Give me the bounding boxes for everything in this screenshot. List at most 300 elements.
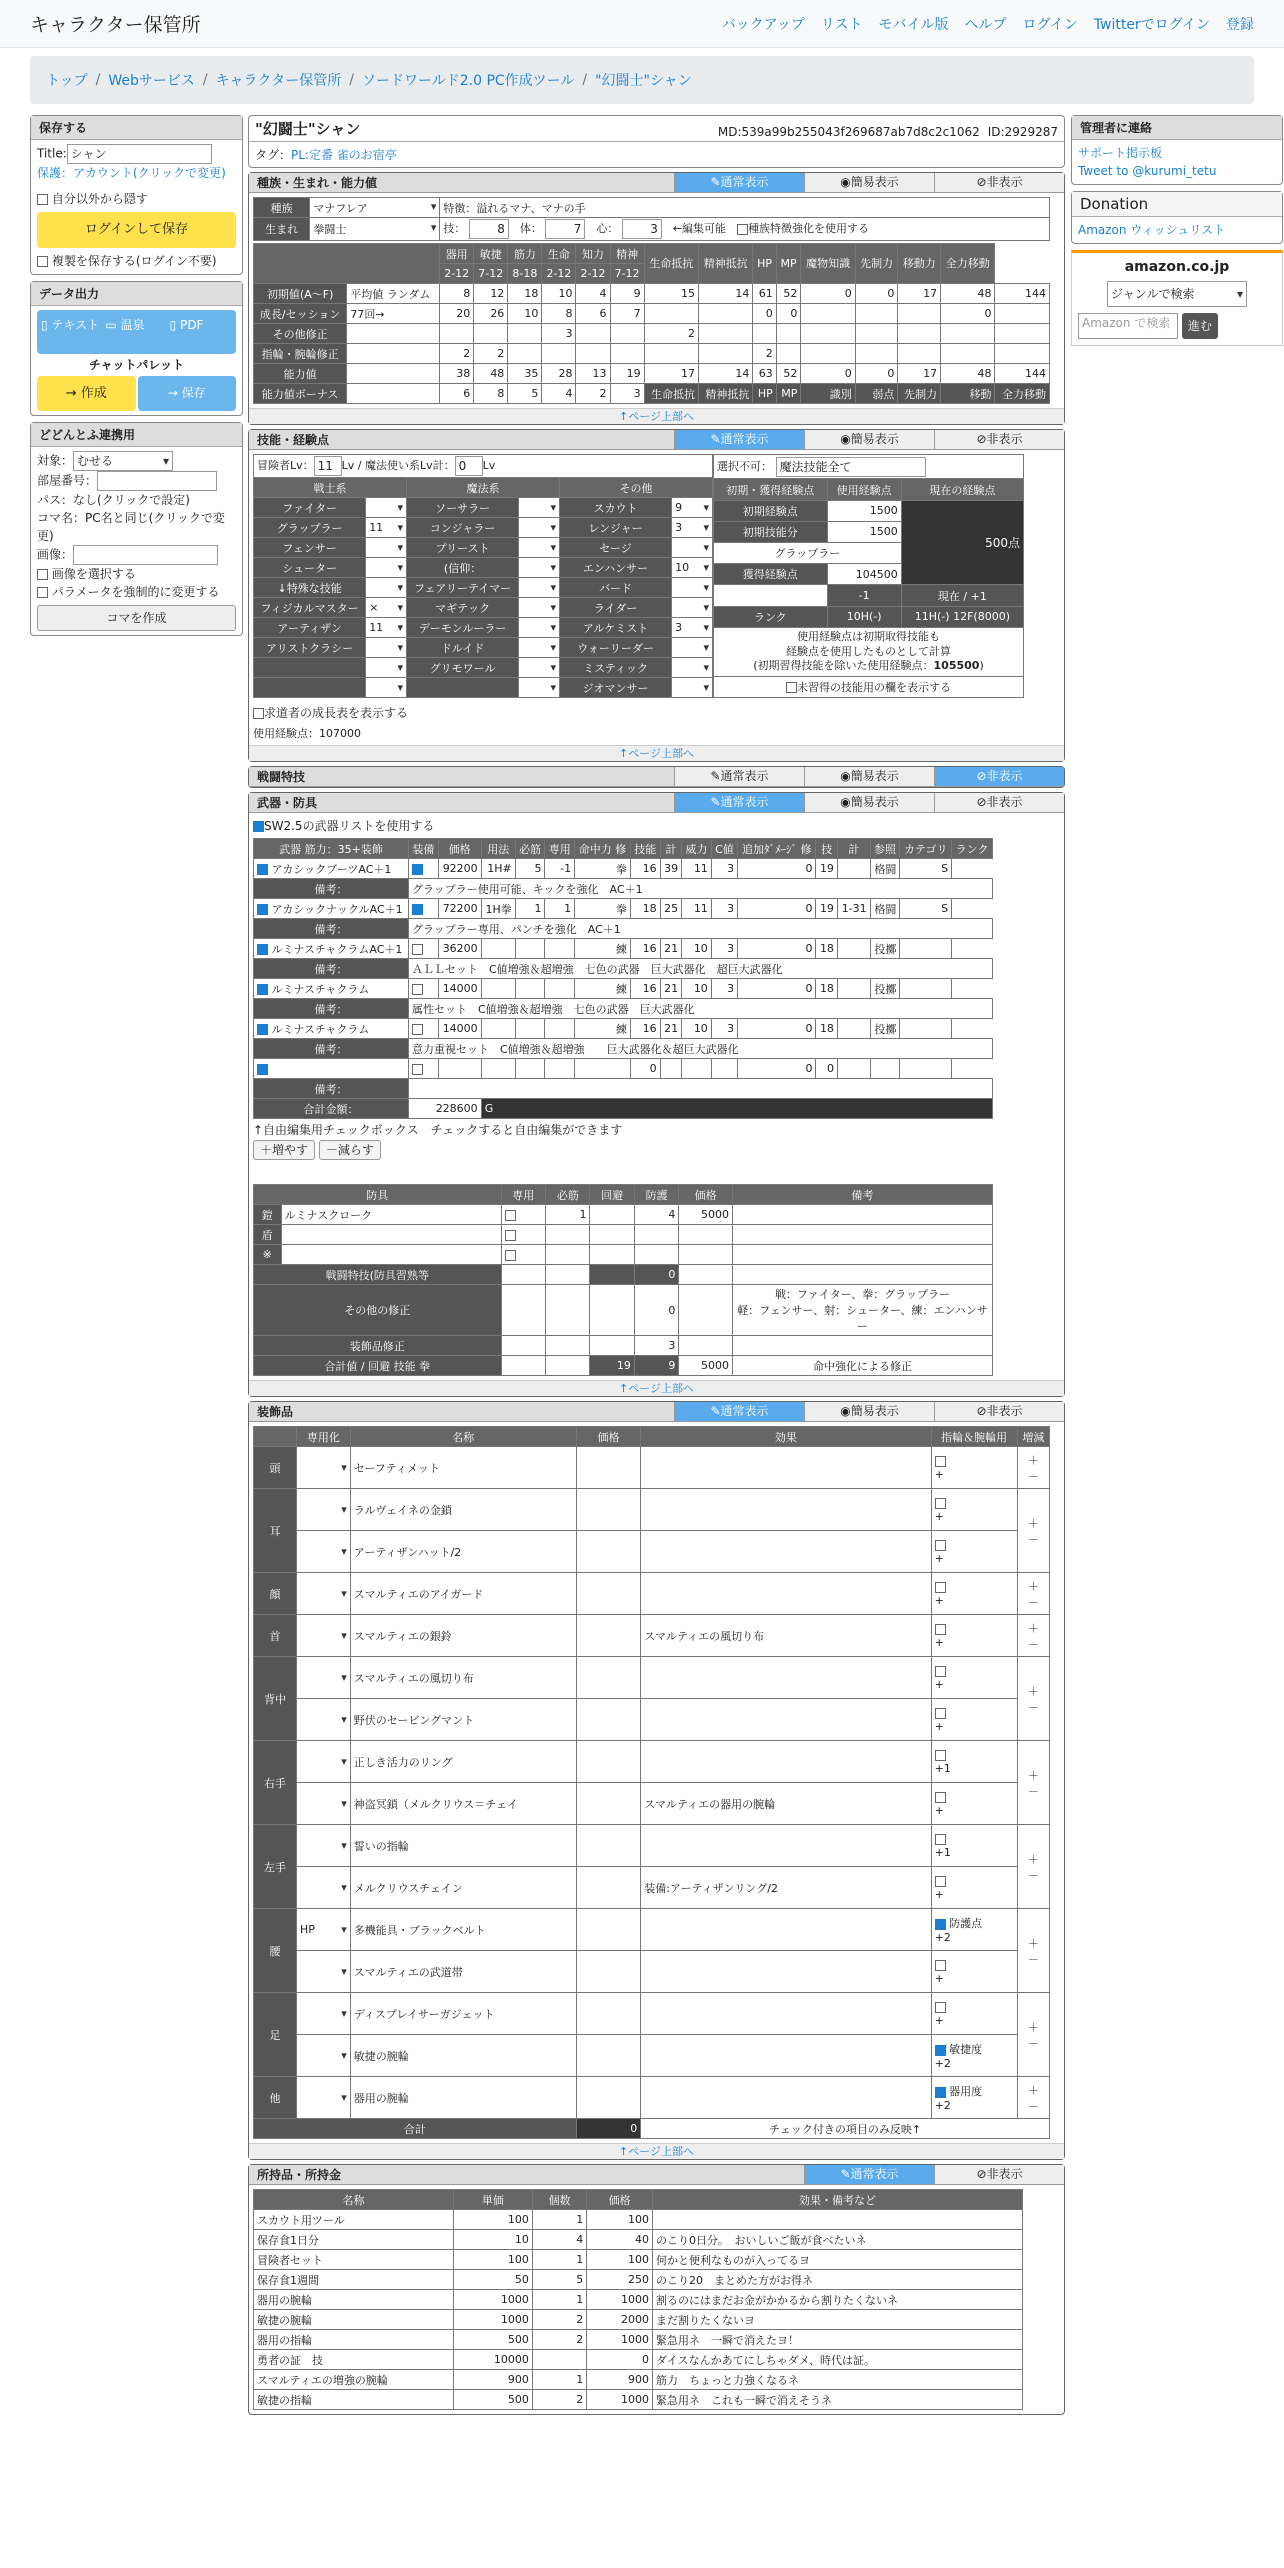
weapon-cat[interactable]: 格闘 <box>870 899 900 919</box>
amazon-search-input[interactable]: Amazon で検索 <box>1078 313 1178 339</box>
equip-checkbox[interactable] <box>412 904 423 915</box>
race-select[interactable]: マナフレア ▾ <box>310 198 440 218</box>
nav-link[interactable]: バックアップ <box>721 16 805 33</box>
stat-value[interactable] <box>508 324 542 344</box>
armor-name[interactable] <box>281 1225 501 1245</box>
goods-cell[interactable]: 40 <box>587 2230 653 2250</box>
weapon-checkbox[interactable] <box>257 944 268 955</box>
battle-tab-hidden[interactable]: ⊘非表示 <box>934 767 1064 786</box>
ring-checkbox[interactable] <box>935 1582 946 1593</box>
skill-level[interactable] <box>519 578 560 598</box>
weapon-hit[interactable]: 18 <box>630 899 660 919</box>
skill-level[interactable] <box>366 578 407 598</box>
weapon-note[interactable] <box>409 1079 993 1099</box>
equip-checkbox[interactable] <box>412 944 423 955</box>
goods-cell[interactable]: 500 <box>454 2390 533 2410</box>
nav-link[interactable]: モバイル版 <box>878 16 949 33</box>
growth-checkbox[interactable] <box>253 708 264 719</box>
ring-checkbox[interactable] <box>935 1960 946 1971</box>
ring-checkbox[interactable] <box>935 1540 946 1551</box>
skill-level[interactable]: 3 ▾ <box>672 518 713 538</box>
protect-link[interactable]: 保護：アカウント(クリックで変更) <box>37 166 226 180</box>
accessory-price[interactable] <box>576 1909 641 1951</box>
ring-checkbox[interactable] <box>935 2002 946 2013</box>
weapon-mod[interactable]: 1 <box>545 899 575 919</box>
unlearned-checkbox[interactable] <box>786 682 797 693</box>
inc-dec-buttons[interactable]: ＋ － <box>1017 1825 1049 1909</box>
weapon-use[interactable] <box>481 1019 515 1039</box>
accessory-price[interactable] <box>576 1741 641 1783</box>
goods-cell[interactable]: 250 <box>587 2270 653 2290</box>
skill-level[interactable] <box>672 598 713 618</box>
skill-tab-hidden[interactable]: ⊘非表示 <box>934 430 1064 449</box>
nav-link[interactable]: Twitterでログイン <box>1093 16 1210 33</box>
ring-checkbox[interactable] <box>935 1876 946 1887</box>
accessory-price[interactable] <box>576 1867 641 1909</box>
pass-link[interactable]: パス：なし(クリックで設定) <box>37 493 190 507</box>
skill-level[interactable] <box>519 658 560 678</box>
skill-level[interactable] <box>519 558 560 578</box>
weapon-cat[interactable]: 格闘 <box>870 859 900 879</box>
ring-checkbox[interactable] <box>935 1624 946 1635</box>
stat-value[interactable]: 12 <box>474 284 508 304</box>
race-tab-simple[interactable]: ◉簡易表示 <box>804 173 934 192</box>
wishlist-link[interactable]: Amazon ウィッシュリスト <box>1078 223 1226 237</box>
weapon-tab-simple[interactable]: ◉簡易表示 <box>804 793 934 812</box>
weapon-dm[interactable]: 3 <box>711 939 737 959</box>
weapon-ref[interactable] <box>837 859 870 879</box>
goods-cell[interactable]: 4 <box>532 2230 586 2250</box>
onsen-output-button[interactable]: ▭ 温泉 <box>105 317 145 332</box>
stat-value[interactable] <box>508 344 542 364</box>
accessory-effect[interactable]: スマルティエの器用の腕輪 <box>641 1783 931 1825</box>
special-select[interactable] <box>297 1447 351 1489</box>
accessory-name[interactable]: 器用の腕輪 <box>350 2077 576 2119</box>
weapon-rank[interactable] <box>900 1019 952 1039</box>
weapon-skill[interactable] <box>575 1059 631 1079</box>
ring-checkbox[interactable] <box>935 1708 946 1719</box>
skill-level[interactable]: 9 ▾ <box>672 498 713 518</box>
goods-cell[interactable]: 900 <box>587 2370 653 2390</box>
goods-cell[interactable]: 2000 <box>587 2310 653 2330</box>
goods-cell[interactable]: 敏捷の腕輪 <box>254 2310 454 2330</box>
weapon-dc[interactable]: 19 <box>816 859 838 879</box>
goods-cell[interactable]: スマルティエの増強の腕輪 <box>254 2370 454 2390</box>
weapon-req[interactable] <box>515 939 545 959</box>
weapon-checkbox[interactable] <box>257 864 268 875</box>
stat-value[interactable]: 2 <box>576 384 610 404</box>
accessory-effect[interactable] <box>641 1699 931 1741</box>
accessory-name[interactable]: 多機能具・ブラックベルト <box>350 1909 576 1951</box>
weapon-dc[interactable]: 19 <box>816 899 838 919</box>
weapon-dc[interactable]: 18 <box>816 1019 838 1039</box>
racial-checkbox[interactable] <box>737 224 748 235</box>
accessory-effect[interactable]: スマルティエの風切り布 <box>641 1615 931 1657</box>
stat-value[interactable] <box>576 344 610 364</box>
weapon-name[interactable]: ルミナスチャクラムAC＋1 <box>271 942 403 956</box>
stat-value[interactable] <box>610 324 644 344</box>
weapon-rank[interactable] <box>900 939 952 959</box>
accessory-price[interactable] <box>576 1783 641 1825</box>
accessory-name[interactable]: ディスプレイサーガジェット <box>350 1993 576 2035</box>
weapon-ref[interactable] <box>837 979 870 999</box>
weapon-cat[interactable]: 投擲 <box>870 1019 900 1039</box>
ring-checkbox[interactable] <box>935 1792 946 1803</box>
image-input[interactable] <box>73 545 218 565</box>
inc-dec-buttons[interactable]: ＋ － <box>1017 1573 1049 1615</box>
special-select[interactable] <box>297 1741 351 1783</box>
stat-value[interactable]: 18 <box>508 284 542 304</box>
stat-value[interactable]: 4 <box>542 384 576 404</box>
accessory-effect[interactable] <box>641 2077 931 2119</box>
ring-checkbox[interactable] <box>935 1834 946 1845</box>
ring-checkbox[interactable] <box>935 1498 946 1509</box>
weapon-name[interactable]: アカシックナックルAC＋1 <box>271 902 403 916</box>
weapon-rank[interactable]: S <box>900 859 952 879</box>
weapon-name[interactable]: ルミナスチャクラム <box>271 1022 370 1036</box>
stat-value[interactable]: 4 <box>576 284 610 304</box>
breadcrumb-item[interactable]: キャラクター保管所 <box>215 73 342 89</box>
create-koma-button[interactable]: コマを作成 <box>37 605 236 631</box>
armor-name[interactable]: ルミナスクローク <box>281 1205 501 1225</box>
nav-link[interactable]: 登録 <box>1226 16 1254 33</box>
weapon-tab-hidden[interactable]: ⊘非表示 <box>934 793 1064 812</box>
accessory-price[interactable] <box>576 1657 641 1699</box>
accessory-effect[interactable] <box>641 2035 931 2077</box>
goods-cell[interactable]: 2 <box>532 2310 586 2330</box>
title-input[interactable]: シャン <box>67 144 212 164</box>
special-select[interactable] <box>297 1531 351 1573</box>
weapon-dt[interactable]: 0 <box>738 979 816 999</box>
weapon-name[interactable]: アカシックブーツAC＋1 <box>271 862 392 876</box>
stat-value[interactable]: 8 <box>542 304 576 324</box>
weapon-c[interactable]: 11 <box>682 899 712 919</box>
goods-cell[interactable]: 10000 <box>454 2350 533 2370</box>
inc-dec-buttons[interactable]: ＋ － <box>1017 1489 1049 1573</box>
special-select[interactable] <box>297 1573 351 1615</box>
weapon-price[interactable] <box>438 1059 481 1079</box>
weapon-c[interactable]: 10 <box>682 939 712 959</box>
weapon-checkbox[interactable] <box>257 904 268 915</box>
inc-dec-buttons[interactable]: ＋ － <box>1017 1447 1049 1489</box>
init-exp[interactable]: 1500 <box>827 500 901 521</box>
weapon-skill[interactable]: 練 <box>575 979 631 999</box>
weapon-use[interactable] <box>481 939 515 959</box>
goods-cell[interactable]: 5 <box>532 2270 586 2290</box>
accessory-effect[interactable]: 装備:アーティザンリング/2 <box>641 1867 931 1909</box>
koma-link[interactable]: コマ名：PC名と同じ(クリックで変更) <box>37 511 225 543</box>
race-tab-hidden[interactable]: ⊘非表示 <box>934 173 1064 192</box>
weapon-c[interactable] <box>682 1059 712 1079</box>
goods-cell[interactable]: 割るのにはまだお金がかかるから割りたくないネ <box>653 2290 1023 2310</box>
skill-level[interactable] <box>519 618 560 638</box>
support-link[interactable]: サポート掲示板 <box>1078 146 1163 160</box>
goods-cell[interactable]: 10 <box>454 2230 533 2250</box>
copy-checkbox[interactable] <box>37 256 48 267</box>
accessory-name[interactable]: スマルティエの風切り布 <box>350 1657 576 1699</box>
stat-value[interactable]: 26 <box>474 304 508 324</box>
special-select[interactable] <box>297 1489 351 1531</box>
battle-tab-simple[interactable]: ◉簡易表示 <box>804 767 934 786</box>
ring-checkbox[interactable] <box>935 2087 946 2098</box>
weapon-dm[interactable]: 3 <box>711 859 737 879</box>
stat-value[interactable]: 5 <box>508 384 542 404</box>
ring-checkbox[interactable] <box>935 1750 946 1761</box>
accessory-name[interactable]: アーティザンハット/2 <box>350 1531 576 1573</box>
goods-cell[interactable]: 100 <box>454 2210 533 2230</box>
equip-checkbox[interactable] <box>412 1024 423 1035</box>
special-select[interactable] <box>297 1657 351 1699</box>
pagetop-link-3[interactable]: ↑ページ上部へ <box>249 1380 1064 1396</box>
weapon-skill[interactable]: 拳 <box>575 859 631 879</box>
accessory-price[interactable] <box>576 1951 641 1993</box>
goods-cell[interactable]: 900 <box>454 2370 533 2390</box>
goods-cell[interactable]: 1000 <box>454 2310 533 2330</box>
weapon-dt[interactable]: 0 <box>738 939 816 959</box>
weapon-checkbox[interactable] <box>257 984 268 995</box>
weapon-dt[interactable]: 0 <box>738 899 816 919</box>
accessory-effect[interactable] <box>641 1657 931 1699</box>
nav-link[interactable]: リスト <box>820 16 863 33</box>
weapon-rank[interactable]: S <box>900 899 952 919</box>
accessory-price[interactable] <box>576 2035 641 2077</box>
skill-level[interactable]: 10 ▾ <box>672 558 713 578</box>
armor-checkbox[interactable] <box>505 1230 516 1241</box>
goods-cell[interactable]: 1000 <box>587 2290 653 2310</box>
weapon-checkbox[interactable] <box>257 1064 268 1075</box>
special-select[interactable] <box>297 1699 351 1741</box>
accessory-effect[interactable] <box>641 1951 931 1993</box>
armor-name[interactable] <box>281 1245 501 1265</box>
stat-value[interactable] <box>440 324 474 344</box>
weapon-name[interactable]: ルミナスチャクラム <box>271 982 370 996</box>
skill-level[interactable] <box>519 598 560 618</box>
weapon-pow[interactable]: 39 <box>660 859 682 879</box>
stat-value[interactable]: 9 <box>610 284 644 304</box>
skill-level[interactable]: 11 ▾ <box>366 518 407 538</box>
goods-cell[interactable]: 冒険者セット <box>254 2250 454 2270</box>
stat-value[interactable] <box>576 324 610 344</box>
skill-level[interactable] <box>519 678 560 698</box>
weapon-rank[interactable] <box>900 979 952 999</box>
goods-cell[interactable]: 100 <box>454 2250 533 2270</box>
skill-level[interactable] <box>672 578 713 598</box>
goods-cell[interactable]: 保存食1日分 <box>254 2230 454 2250</box>
weapon-ref[interactable] <box>837 1019 870 1039</box>
stat-value[interactable]: 20 <box>440 304 474 324</box>
weapon-ref[interactable] <box>837 1059 870 1079</box>
armor-checkbox[interactable] <box>505 1210 516 1221</box>
genre-select[interactable]: ジャンルで検索 ▾ <box>1107 281 1247 307</box>
weapon-dm[interactable]: 3 <box>711 1019 737 1039</box>
skill-level[interactable] <box>519 518 560 538</box>
stat-value[interactable]: 6 <box>576 304 610 324</box>
weapon-note[interactable]: ＡＬＬセット C値増強＆超増強 七色の武器 巨大武器化 超巨大武器化 <box>409 959 993 979</box>
goods-cell[interactable]: 筋力 ちょっと力強くなるネ <box>653 2370 1023 2390</box>
goods-cell[interactable]: のこり20 まとめた方がお得ネ <box>653 2270 1023 2290</box>
weapon-c[interactable]: 11 <box>682 859 712 879</box>
accessory-effect[interactable] <box>641 1447 931 1489</box>
breadcrumb-item[interactable]: トップ <box>46 73 88 89</box>
weapon-hit[interactable]: 16 <box>630 979 660 999</box>
stat-value[interactable]: 19 <box>610 364 644 384</box>
skill-level[interactable] <box>366 558 407 578</box>
weapon-cat[interactable]: 投擲 <box>870 939 900 959</box>
weapon-cat[interactable] <box>870 1059 900 1079</box>
weapon-note[interactable]: 属性セット C値増強＆超増強 七色の武器 巨大武器化 <box>409 999 993 1019</box>
skill-level[interactable] <box>366 658 407 678</box>
skill-level[interactable] <box>366 498 407 518</box>
accessory-effect[interactable] <box>641 1531 931 1573</box>
weapon-req[interactable]: 5 <box>515 859 545 879</box>
weapon-tab-normal[interactable]: ✎通常表示 <box>674 793 804 812</box>
goods-cell[interactable]: 100 <box>587 2250 653 2270</box>
goods-cell[interactable]: 何かと便利なものが入ってるヨ <box>653 2250 1023 2270</box>
skill-tab-simple[interactable]: ◉簡易表示 <box>804 430 934 449</box>
accessory-price[interactable] <box>576 1531 641 1573</box>
pagetop-link-2[interactable]: ↑ページ上部へ <box>249 745 1064 761</box>
nav-link[interactable]: ログイン <box>1022 16 1078 33</box>
special-select[interactable] <box>297 1867 351 1909</box>
weapon-note[interactable]: グラップラー使用可能、キックを強化 AC＋1 <box>409 879 993 899</box>
got-exp[interactable]: 104500 <box>827 564 901 585</box>
stat-value[interactable]: 48 <box>474 364 508 384</box>
weapon-hit[interactable]: 16 <box>630 939 660 959</box>
brand[interactable]: キャラクター保管所 <box>30 14 201 36</box>
weapon-price[interactable]: 14000 <box>438 1019 481 1039</box>
goods-cell[interactable]: 敏捷の指輪 <box>254 2390 454 2410</box>
weapon-req[interactable]: 1 <box>515 899 545 919</box>
accessory-name[interactable]: 神盗冥鎖（メルクリウス＝チェイ <box>350 1783 576 1825</box>
equip-checkbox[interactable] <box>412 984 423 995</box>
del-weapon-button[interactable]: －減らす <box>319 1140 381 1160</box>
goods-cell[interactable]: 勇者の証 技 <box>254 2350 454 2370</box>
goods-cell[interactable]: 0 <box>587 2350 653 2370</box>
pagetop-link-4[interactable]: ↑ページ上部へ <box>249 2143 1064 2159</box>
weapon-price[interactable]: 36200 <box>438 939 481 959</box>
weapon-dm[interactable]: 3 <box>711 899 737 919</box>
weapon-pow[interactable] <box>660 1059 682 1079</box>
weapon-mod[interactable] <box>545 979 575 999</box>
add-weapon-button[interactable]: ＋増やす <box>253 1140 315 1160</box>
weapon-mod[interactable] <box>545 1019 575 1039</box>
goods-cell[interactable]: 緊急用ネ これも一瞬で消えそうネ <box>653 2390 1023 2410</box>
skill-level[interactable] <box>366 638 407 658</box>
skill-level[interactable] <box>519 538 560 558</box>
weapon-dc[interactable]: 18 <box>816 979 838 999</box>
accessory-price[interactable] <box>576 1573 641 1615</box>
stat-value[interactable]: 3 <box>610 384 644 404</box>
inc-dec-buttons[interactable]: ＋ － <box>1017 1909 1049 1993</box>
stat-value[interactable]: 8 <box>440 284 474 304</box>
goods-cell[interactable]: まだ割りたくないヨ <box>653 2310 1023 2330</box>
goods-cell[interactable]: 緊急用ネ 一瞬で消えたヨ！ <box>653 2330 1023 2350</box>
goods-cell[interactable]: 100 <box>587 2210 653 2230</box>
inc-dec-buttons[interactable]: ＋ － <box>1017 1993 1049 2077</box>
accessory-name[interactable]: メルクリウスチェイン <box>350 1867 576 1909</box>
acc-tab-hidden[interactable]: ⊘非表示 <box>934 1402 1064 1421</box>
goods-cell[interactable]: 1 <box>532 2370 586 2390</box>
skill-level[interactable] <box>672 538 713 558</box>
weapon-use[interactable]: 1H# <box>481 859 515 879</box>
weapon-req[interactable] <box>515 1059 545 1079</box>
nav-link[interactable]: ヘルプ <box>964 16 1007 33</box>
accessory-name[interactable]: 敏捷の腕輪 <box>350 2035 576 2077</box>
goods-cell[interactable]: 50 <box>454 2270 533 2290</box>
special-select[interactable] <box>297 1825 351 1867</box>
target-select[interactable]: むせる ▾ <box>73 451 173 471</box>
weapon-dm[interactable]: 3 <box>711 979 737 999</box>
accessory-name[interactable]: セーフティメット <box>350 1447 576 1489</box>
stat-value[interactable]: 2 <box>440 344 474 364</box>
weapon-hit[interactable]: 16 <box>630 1019 660 1039</box>
weapon-note[interactable]: 意力重視セット C値増強＆超増強 巨大武器化＆超巨大武器化 <box>409 1039 993 1059</box>
stat-value[interactable]: 6 <box>440 384 474 404</box>
image-checkbox[interactable] <box>37 569 48 580</box>
stat-value[interactable] <box>474 324 508 344</box>
goods-tab-normal[interactable]: ✎通常表示 <box>804 2165 934 2184</box>
goods-cell[interactable]: 保存食1週間 <box>254 2270 454 2290</box>
hide-checkbox[interactable] <box>37 194 48 205</box>
weapon-use[interactable] <box>481 1059 515 1079</box>
goods-cell[interactable]: 1000 <box>454 2290 533 2310</box>
inc-dec-buttons[interactable]: ＋ － <box>1017 1615 1049 1657</box>
accessory-price[interactable] <box>576 1699 641 1741</box>
goods-cell[interactable] <box>532 2350 586 2370</box>
goods-cell[interactable]: 器用の腕輪 <box>254 2290 454 2310</box>
stat-value[interactable]: 3 <box>542 324 576 344</box>
skill-level[interactable] <box>366 538 407 558</box>
special-select[interactable] <box>297 1951 351 1993</box>
skill-level[interactable] <box>519 498 560 518</box>
accessory-name[interactable]: 正しき活力のリング <box>350 1741 576 1783</box>
ring-checkbox[interactable] <box>935 1456 946 1467</box>
goods-cell[interactable]: 1000 <box>587 2390 653 2410</box>
weapon-price[interactable]: 14000 <box>438 979 481 999</box>
accessory-price[interactable] <box>576 1825 641 1867</box>
weapon-mod[interactable] <box>545 939 575 959</box>
battle-tab-normal[interactable]: ✎通常表示 <box>674 767 804 786</box>
goods-cell[interactable]: 器用の指輪 <box>254 2330 454 2350</box>
skill-level[interactable] <box>672 658 713 678</box>
stat-value[interactable]: 10 <box>542 284 576 304</box>
inc-dec-buttons[interactable]: ＋ － <box>1017 1657 1049 1741</box>
login-save-button[interactable]: ログインして保存 <box>37 212 236 248</box>
accessory-price[interactable] <box>576 1489 641 1531</box>
special-select[interactable] <box>297 1615 351 1657</box>
weapon-mod[interactable]: -1 <box>545 859 575 879</box>
inc-dec-buttons[interactable]: ＋ － <box>1017 2077 1049 2119</box>
weapon-rank[interactable] <box>900 1059 952 1079</box>
equip-checkbox[interactable] <box>412 1064 423 1075</box>
weapon-dc[interactable]: 18 <box>816 939 838 959</box>
accessory-name[interactable]: スマルティエの武道帯 <box>350 1951 576 1993</box>
guild-select[interactable]: グラップラー <box>714 543 902 564</box>
goods-tab-hidden[interactable]: ⊘非表示 <box>934 2165 1064 2184</box>
weapon-req[interactable] <box>515 979 545 999</box>
goods-cell[interactable]: スカウト用ツール <box>254 2210 454 2230</box>
tag-link[interactable]: PL:定番 雀のお宿亭 <box>291 148 397 162</box>
param-checkbox[interactable] <box>37 587 48 598</box>
stat-value[interactable]: 2 <box>474 344 508 364</box>
special-select[interactable]: HP ▾ <box>297 1909 351 1951</box>
skill-tab-normal[interactable]: ✎通常表示 <box>674 430 804 449</box>
inc-dec-buttons[interactable]: ＋ － <box>1017 1741 1049 1825</box>
text-output-button[interactable]: ▯ テキスト <box>41 317 100 332</box>
special-select[interactable] <box>297 2077 351 2119</box>
armor-checkbox[interactable] <box>505 1250 516 1261</box>
born-select[interactable]: 拳闘士 ▾ <box>310 218 440 241</box>
